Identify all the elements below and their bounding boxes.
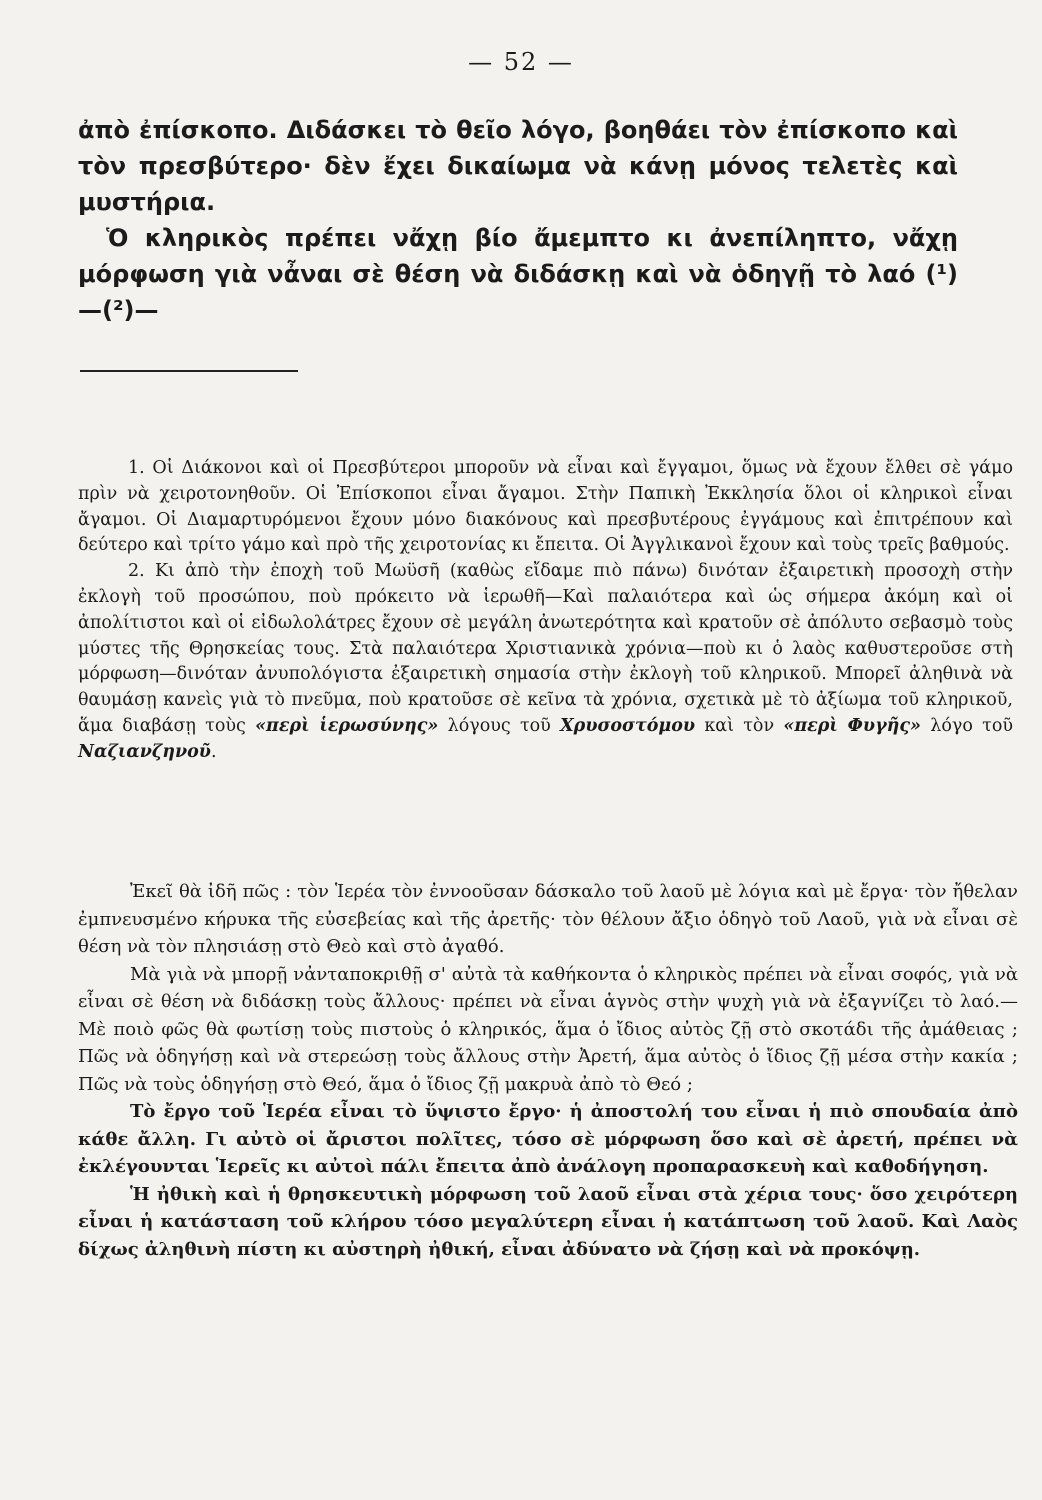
body-paragraph-1: Ἐκεῖ θὰ ἰδῆ πῶς : τὸν Ἱερέα τὸν ἐννοοῦσαν δάσκαλο τοῦ λαοῦ μὲ λόγια καὶ μὲ ἔργα· τὸν ἤθελαν ἐμπνευσμένο κήρυκα τῆς εὐσεβείας καὶ τῆς ἀρετῆς· τὸν θέλουν ἄξιο ὁδηγὸ τοῦ Λαοῦ, γιὰ νὰ εἶναι σὲ θέση νὰ τὸν πλησιάσῃ στὸ Θεὸ καὶ στὸ ἀγαθό.	[78, 881, 1018, 957]
footnote-2	[78, 559, 1013, 765]
page-number: — 52 —	[468, 48, 574, 76]
footnotes	[78, 456, 1013, 766]
footnote-2-text-d: λόγο τοῦ	[920, 715, 1014, 736]
footnote-2-author-1: Χρυσοστόμου	[560, 715, 696, 736]
body-paragraph-4: Ἡ ἠθικὴ καὶ ἡ θρησκευτικὴ μόρφωση τοῦ λαοῦ εἶναι στὰ χέρια τους· ὅσο χειρότερη εἶναι ἡ κατάσταση τοῦ κλήρου τόσο μεγαλύτερη εἶναι ἡ κατάπτωση τοῦ λαοῦ. Καὶ Λαὸς δίχως ἀληθινὴ πίστη κι αὐστηρὴ ἠθική, εἶναι ἀδύνατο νὰ ζήσῃ καὶ νὰ προκόψῃ.	[78, 1183, 1018, 1260]
main-paragraph-part2: Ὁ κληρικὸς πρέπει νἄχῃ βίο ἄμεμπτο κι ἀνεπίληπτο, νἄχῃ μόρφωση γιὰ νἆναι σὲ θέση νὰ διδάσκῃ καὶ νὰ ὁδηγῇ τὸ λαό (¹)—(²)—	[78, 224, 958, 324]
footnote-2-work-title-1: «περὶ ἱερωσύνης»	[255, 715, 439, 736]
footnote-separator	[80, 370, 298, 372]
body-paragraph-3: Τὸ ἔργο τοῦ Ἱερέα εἶναι τὸ ὕψιστο ἔργο· ἡ ἀποστολή του εἶναι ἡ πιὸ σπουδαία ἀπὸ κάθε ἄλλη. Γι αὐτὸ οἱ ἄριστοι πολῖτες, τόσο σὲ μόρφωση ὅσο καὶ σὲ ἀρετή, πρέπει νὰ ἐκλέγουνται Ἱερεῖς κι αὐτοὶ πάλι ἔπειτα ἀπὸ ἀνάλογη προπαρασκευὴ καὶ καθοδήγηση.	[78, 1101, 1018, 1177]
main-paragraph-part1: ἀπὸ ἐπίσκοπο. Διδάσκει τὸ θεῖο λόγο, βοηθάει τὸν ἐπίσκοπο καὶ τὸν πρεσβύτερο· δὲν ἔχει δικαίωμα νὰ κάνῃ μόνος τελετὲς καὶ μυστήρια.	[78, 116, 958, 216]
footnote-1: 1. Οἱ Διάκονοι καὶ οἱ Πρεσβύτεροι μποροῦν νὰ εἶναι καὶ ἔγγαμοι, ὅμως νὰ ἔχουν ἔλθει σὲ γάμο πρὶν νὰ χειροτονηθοῦν. Οἱ Ἐπίσκοποι εἶναι ἄγαμοι. Στὴν Παπικὴ Ἐκκλησία ὅλοι οἱ κληρικοὶ εἶναι ἄγαμοι. Οἱ Διαμαρτυρόμενοι ἔχουν μόνο διακόνους καὶ πρεσβυτέρους ἐγγάμους καὶ ἐπιτρέπουν καὶ δεύτερο καὶ τρίτο γάμο καὶ πρὸ τῆς χειροτονίας κι ἔπειτα. Οἱ Ἀγγλικανοὶ ἔχουν καὶ τοὺς τρεῖς βαθμούς.	[78, 458, 1013, 556]
footnote-2-text-b: λόγους τοῦ	[438, 715, 561, 736]
footnote-2-author-2: Ναζιανζηνοῦ	[78, 741, 211, 762]
footnote-2-text-a: 2. Κι ἀπὸ τὴν ἐποχὴ τοῦ Μωϋσῆ (καθὼς εἴδαμε πιὸ πάνω) δινόταν ἐξαιρετικὴ προσοχὴ στὴν ἐκλογὴ τοῦ προσώπου, ποὺ πρόκειτο νὰ ἱερωθῆ—Καὶ παλαιότερα καὶ ὡς σήμερα ἀκόμη καὶ οἱ ἀπολίτιστοι καὶ οἱ εἰδωλολάτρες ἔχουν σὲ μεγάλη ἀνωτερότητα καὶ κρατοῦν σὲ ἀπόλυτο σεβασμὸ τοὺς μύστες τῆς Θρησκείας τους. Στὰ παλαιότερα Χριστιανικὰ χρόνια—ποὺ κι ὁ λαὸς καθυστεροῦσε στὴ μόρφωση—δινόταν ἀνυπολόγιστα ἐξαιρετικὴ σημασία στὴν ἐκλογὴ τοῦ κληρικοῦ. Μπορεῖ ἀληθινὰ νὰ θαυμάσῃ κανεὶς γιὰ τὸ πνεῦμα, ποὺ κρατοῦσε σὲ κεῖνα τὰ χρόνια, σχετικὰ μὲ τὸ ἀξίωμα τοῦ κληρικοῦ, ἅμα διαβάσῃ τοὺς	[78, 561, 1013, 736]
footnote-2-text-e: .	[210, 741, 217, 762]
main-paragraph	[78, 112, 958, 328]
body-paragraph-2: Μὰ γιὰ νὰ μπορῇ νἀνταποκριθῇ σ' αὐτὰ τὰ καθήκοντα ὁ κληρικὸς πρέπει νὰ εἶναι σοφός, γιὰ νὰ εἶναι σὲ θέση νὰ διδάσκῃ τοὺς ἄλλους· πρέπει νὰ εἶναι ἁγνὸς στὴν ψυχὴ γιὰ νὰ ἐξαγνίζει τὸ λαό.—Μὲ ποιὸ φῶς θὰ φωτίσῃ τοὺς πιστοὺς ὁ κληρικός, ἅμα ὁ ἴδιος αὐτὸς ζῇ στὸ σκοτάδι τῆς ἀμάθειας ; Πῶς νὰ ὁδηγήσῃ καὶ νὰ στερεώσῃ τοὺς ἄλλους στὴν Ἀρετή, ἅμα αὐτὸς ὁ ἴδιος ζῇ μέσα στὴν κακία ; Πῶς νὰ τοὺς ὁδηγήσῃ στὸ Θεό, ἅμα ὁ ἴδιος ζῇ μακρυὰ ἀπὸ τὸ Θεό ;	[78, 963, 1018, 1095]
footnote-2-text-c: καὶ τὸν	[695, 715, 784, 736]
footnote-2-work-title-2: «περὶ Φυγῆς»	[783, 715, 921, 736]
body-text	[78, 878, 1018, 1263]
